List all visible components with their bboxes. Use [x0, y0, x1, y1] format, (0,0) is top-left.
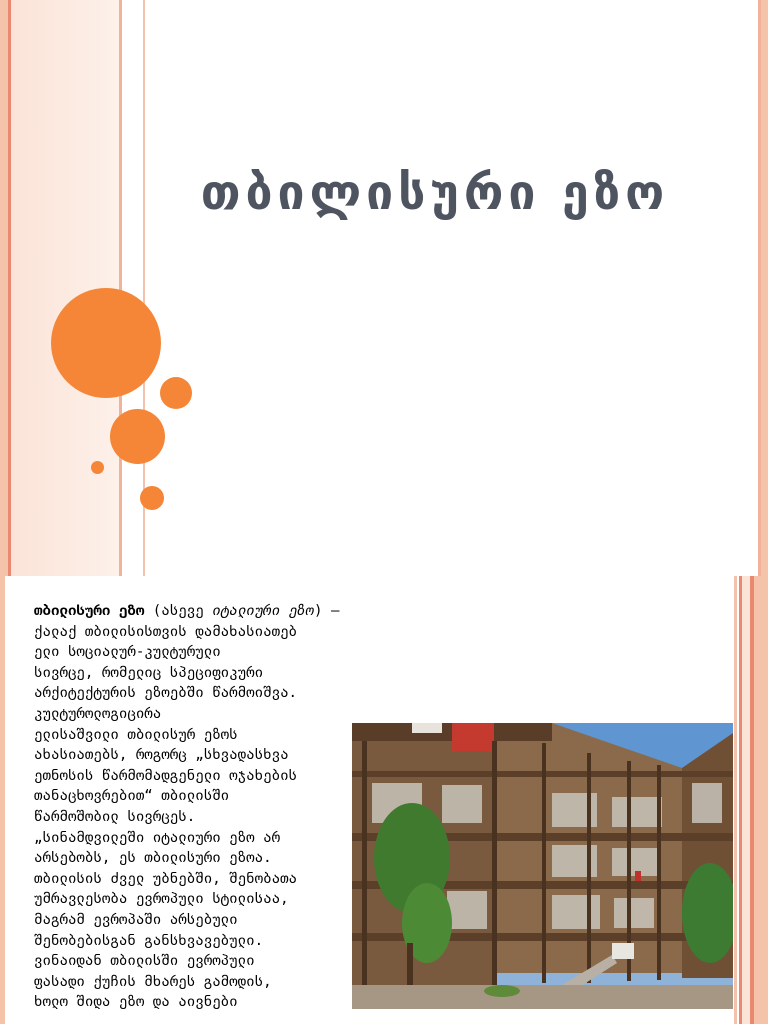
body-text [34, 601, 348, 1013]
content-slide [0, 576, 768, 1024]
courtyard-photo [352, 723, 733, 1009]
medium-orange-circle [110, 409, 165, 464]
text-line: ახასიათებს, როგორც „სხვადასხვა [34, 747, 289, 764]
text-line: ხოლო შიდა ეზო და აივნები [34, 994, 238, 1011]
large-orange-circle [51, 288, 161, 398]
text-line: კულტუროლოგიცირა [34, 705, 162, 722]
intro-line [34, 601, 348, 622]
text-line: ელი სოციალურ-კულტურული [34, 644, 221, 661]
text-line: არქიტექტურის ეზოებში წარმოიშვა. [34, 685, 298, 702]
text-line: მაგრამ ევროპაში არსებული [34, 911, 238, 928]
left-stripe-outer [0, 0, 8, 576]
small-orange-circle [160, 377, 192, 409]
text-line: არსებობს, ეს თბილისური ეზოა. [34, 850, 272, 867]
text-line: ეთნოსის წარმომადგენელი ოჯახების [34, 767, 298, 784]
right-stripe-d [754, 576, 768, 1024]
text-line: ელისაშვილი თბილისურ ეზოს [34, 726, 238, 743]
right-line-thin [734, 576, 737, 1024]
text-line: უმრავლესობა ევროპული სტილისაა, [34, 891, 289, 908]
alias-suffix: ) — [314, 603, 340, 619]
right-stripe-b [742, 576, 750, 1024]
right-stripe-outer [761, 0, 768, 576]
small-orange-circle-lower [140, 486, 164, 510]
left-panel-edge [119, 0, 122, 576]
text-line: წარმოშობილ სივრცეს. [34, 808, 196, 825]
text-line: ქალაქ თბილისისთვის დამახასიათებ [34, 623, 298, 640]
tiny-orange-circle [91, 461, 104, 474]
alias-italic: იტალიური ეზო [212, 603, 315, 619]
left-stripe [0, 576, 5, 1024]
text-line: „სინამდვილეში იტალიური ეზო არ [34, 829, 281, 846]
text-line: თანაცხოვრებით“ თბილისში [34, 788, 230, 805]
term-bold: თბილისური ეზო [34, 603, 145, 619]
text-line: სივრცე, რომელიც სპეციფიკური [34, 664, 264, 681]
text-line: ვინაიდან თბილისში ევროპული [34, 953, 255, 970]
text-line: თბილისის ძველ უბნებში, შენობათა [34, 870, 298, 887]
text-line: ფასადი ქუჩის მხარეს გამოდის, [34, 973, 272, 990]
alias-prefix: (ასევე [144, 603, 213, 619]
slide-title: თბილისური ეზო [200, 165, 670, 221]
text-line: შენობებისგან განსხვავებული. [34, 932, 264, 949]
